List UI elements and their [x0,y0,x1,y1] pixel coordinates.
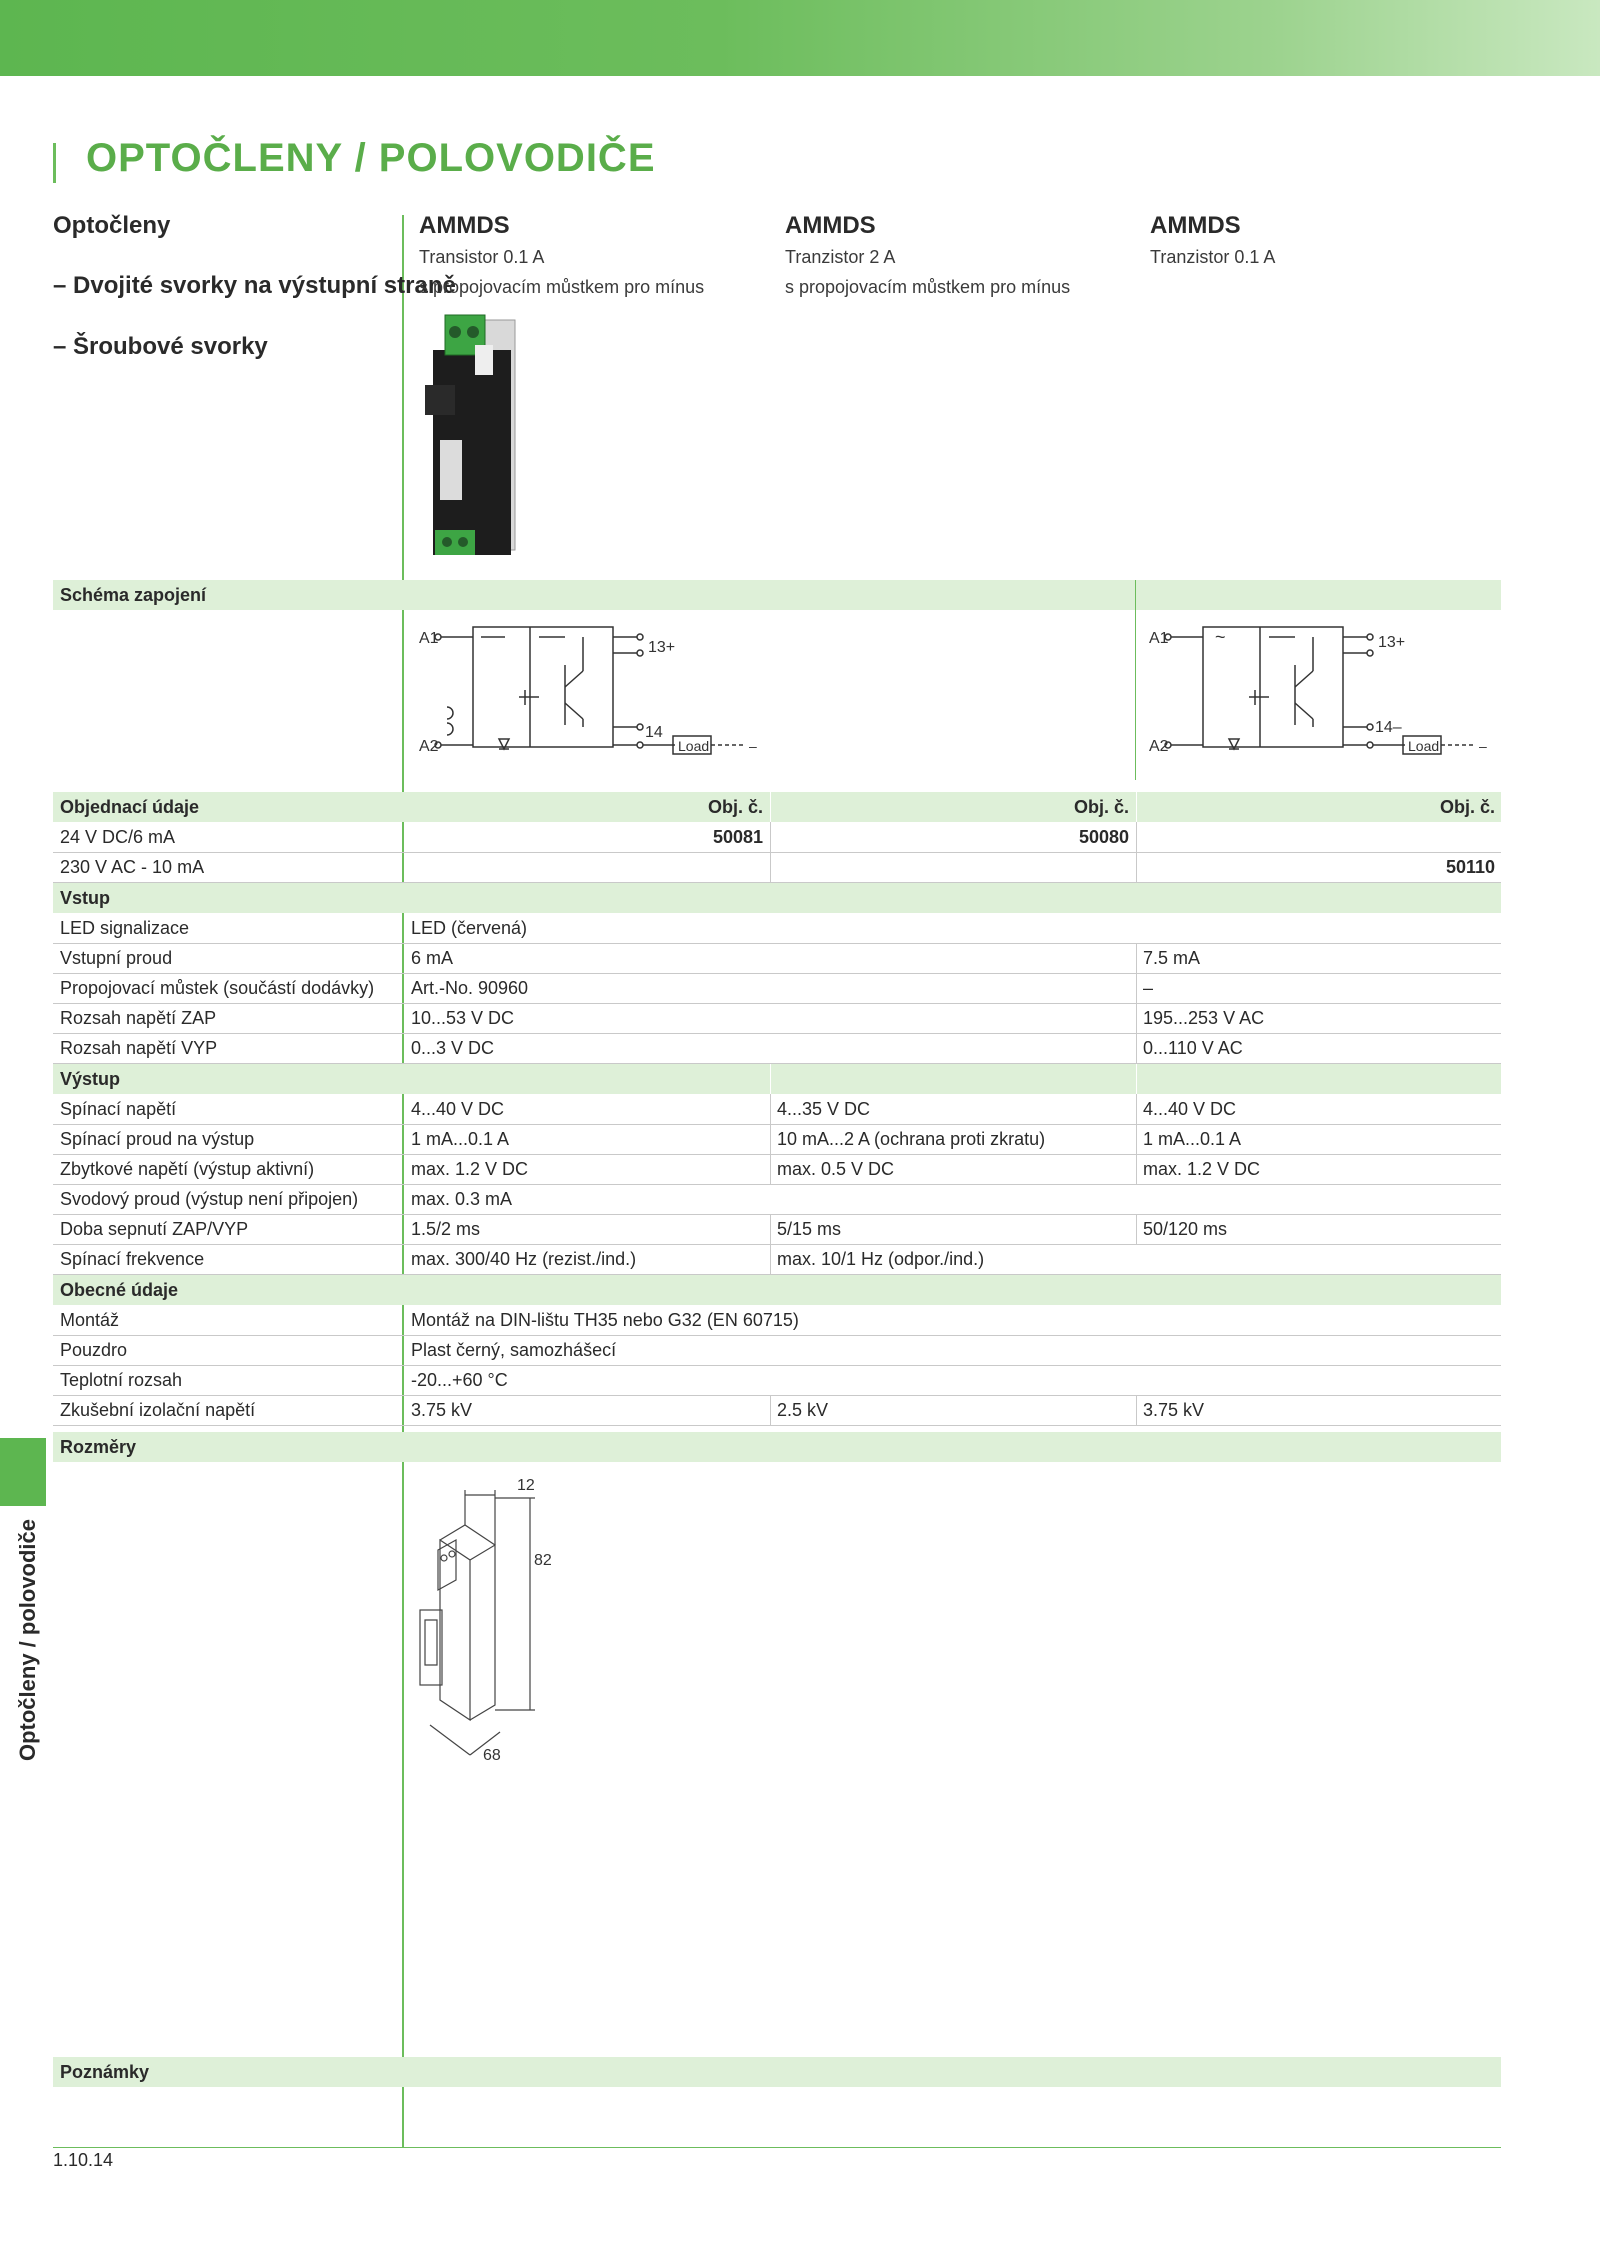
table-row [53,1214,1501,1245]
cell-value: Art.-No. 90960 [411,978,529,998]
cell-value: – [1143,978,1154,998]
row-label: 230 V AC - 10 mA [60,857,205,877]
section-band-dimensions [53,1432,1501,1462]
table-row [53,1003,1501,1034]
order-number: 50081 [712,827,763,847]
dimension-height-label: 82 [534,1552,552,1569]
cell-value: max. 0.3 mA [411,1189,513,1209]
section-label-dimensions: Rozměry [60,1437,137,1457]
terminal-13-label: 13+ [1378,634,1406,651]
dimension-drawing [410,1470,580,1770]
terminal-a1-label: A1 [1149,630,1169,647]
row-label: Zkušební izolační napětí [60,1400,256,1420]
table-row [53,1094,1501,1125]
cell-value: 5/15 ms [777,1219,842,1239]
section-label-ordering: Objednací údaje [60,797,200,817]
cell-value: 7.5 mA [1143,948,1201,968]
row-label: Svodový proud (výstup není připojen) [60,1189,359,1209]
load-label: Load [1408,738,1440,754]
table-row [53,1244,1501,1275]
terminal-14-label: 14 [645,724,663,741]
section-band-ordering [53,792,1501,822]
section-band-general [53,1275,1501,1305]
cell-value: 0...3 V DC [411,1038,495,1058]
row-label: Montáž [60,1310,120,1330]
chapter-tab-label: Optočleny / polovodiče [15,1518,40,1762]
table-row [53,1154,1501,1185]
table-row [53,822,1501,853]
table-row [53,1184,1501,1215]
row-label: Spínací frekvence [60,1249,205,1269]
section-label-general: Obecné údaje [60,1280,179,1300]
product-2-line2: s propojovacím můstkem pro mínus [785,277,1071,297]
cell-value: 0...110 V AC [1143,1038,1243,1058]
row-label: Teplotní rozsah [60,1370,183,1390]
row-label: LED signalizace [60,918,190,938]
chapter-tab-marker [0,1438,46,1506]
cell-value: Montáž na DIN-lištu TH35 nebo G32 (EN 60715) [411,1310,799,1330]
cell-value: max. 0.5 V DC [777,1159,895,1179]
cell-value: 3.75 kV [411,1400,473,1420]
row-label: Rozsah napětí ZAP [60,1008,217,1028]
section-label-notes: Poznámky [60,2062,150,2082]
cell-value: 2.5 kV [777,1400,829,1420]
row-label: Spínací napětí [60,1099,177,1119]
section-band-notes [53,2057,1501,2087]
product-photo [415,310,540,562]
cell-value: 195...253 V AC [1143,1008,1265,1028]
row-label: Vstupní proud [60,948,173,968]
terminal-13-label: 13+ [648,639,676,656]
table-row [53,913,1501,944]
section-label-output: Výstup [60,1069,121,1089]
cell-value: 6 mA [411,948,454,968]
terminal-14-label: 14– [1375,719,1402,736]
cell-value: Plast černý, samozhášecí [411,1340,617,1360]
section-label-input: Vstup [60,888,111,908]
dimension-depth-label: 68 [483,1747,501,1764]
terminal-a2-label: A2 [1149,738,1169,755]
cell-value: 4...40 V DC [411,1099,505,1119]
minus-label: – [749,738,757,754]
dimension-width-label: 12 [517,1477,535,1494]
terminal-a1-label: A1 [419,630,439,647]
terminal-a2-label: A2 [419,738,439,755]
cell-value: 10...53 V DC [411,1008,515,1028]
cell-value: 1 mA...0.1 A [411,1129,510,1149]
cell-value: LED (červená) [411,918,528,938]
cell-value: 4...35 V DC [777,1099,871,1119]
cell-value: -20...+60 °C [411,1370,508,1390]
cell-value: max. 1.2 V DC [1143,1159,1261,1179]
top-banner [0,0,1600,76]
product-1-line2: s propojovacím můstkem pro mínus [419,277,705,297]
order-number: 50110 [1445,857,1495,877]
product-3-name: AMMDS [1150,212,1241,239]
table-row [53,1305,1501,1336]
table-row [53,1395,1501,1426]
product-1-line1: Transistor 0.1 A [419,247,545,267]
cell-value: 10 mA...2 A (ochrana proti zkratu) [777,1129,1046,1149]
cell-value: max. 1.2 V DC [411,1159,529,1179]
order-number-header-1: Obj. č. [707,797,763,817]
page-number: 1.10.14 [53,2150,114,2170]
order-number-header-3: Obj. č. [1439,797,1495,817]
row-label: Propojovací můstek (součástí dodávky) [60,978,375,998]
cell-value: 4...40 V DC [1143,1099,1237,1119]
table-row [53,943,1501,974]
page-title: OPTOČLENY / POLOVODIČE [86,136,656,180]
minus-label: – [1479,738,1487,754]
category-label: Optočleny [53,212,171,239]
table-row [53,1335,1501,1366]
table-row [53,1033,1501,1064]
section-band-output [53,1064,1501,1094]
table-row [53,1365,1501,1396]
table-row [53,973,1501,1004]
wiring-diagram-ac [1145,615,1505,765]
row-label: Spínací proud na výstup [60,1129,255,1149]
wiring-diagram-dc [415,615,775,765]
order-number-header-2: Obj. č. [1073,797,1129,817]
feature-dual-terminals: – Dvojité svorky na výstupní straně [53,272,456,299]
load-label: Load [678,738,710,754]
cell-value: 3.75 kV [1143,1400,1205,1420]
product-3-line1: Tranzistor 0.1 A [1150,247,1276,267]
cell-value: max. 10/1 Hz (odpor./ind.) [777,1249,985,1269]
row-label: Zbytkové napětí (výstup aktivní) [60,1159,315,1179]
row-label: Pouzdro [60,1340,128,1360]
product-2-line1: Tranzistor 2 A [785,247,896,267]
cell-value: 50/120 ms [1143,1219,1228,1239]
order-number: 50080 [1078,827,1129,847]
cell-value: max. 300/40 Hz (rezist./ind.) [411,1249,637,1269]
feature-screw-terminals: – Šroubové svorky [53,333,268,360]
schema-divider [1135,580,1136,780]
cell-value: 1.5/2 ms [411,1219,481,1239]
row-label: 24 V DC/6 mA [60,827,176,847]
table-row [53,1124,1501,1155]
row-label: Rozsah napětí VYP [60,1038,218,1058]
section-band-input [53,883,1501,913]
product-1-name: AMMDS [419,212,510,239]
table-row [53,852,1501,883]
cell-value: 1 mA...0.1 A [1143,1129,1242,1149]
product-2-name: AMMDS [785,212,876,239]
section-band-schema [53,580,1501,610]
title-accent [53,143,56,183]
row-label: Doba sepnutí ZAP/VYP [60,1219,249,1239]
section-label-schema: Schéma zapojení [60,585,207,605]
bottom-rule [53,2147,1501,2148]
ac-symbol: ~ [1215,627,1226,647]
